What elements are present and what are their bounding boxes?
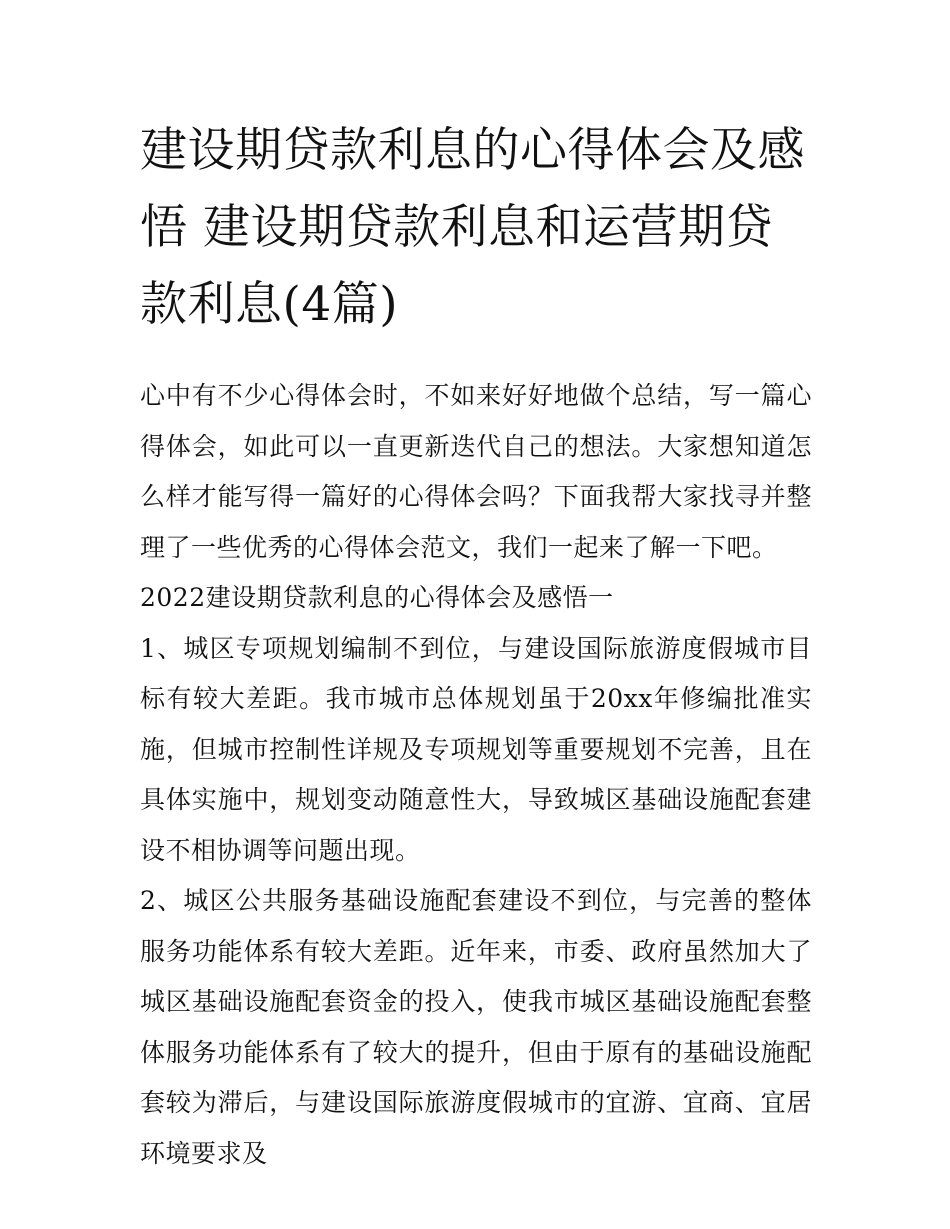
section-heading: 2022建设期贷款利息的心得体会及感悟一 [140,583,614,612]
document-body [140,371,812,1179]
document-title: 建设期贷款利息的心得体会及感悟 建设期贷款利息和运营期贷款利息(4篇) [140,123,805,332]
intro-paragraph: 心中有不少心得体会时，不如来好好地做个总结，写一篇心得体会，如此可以一直更新迭代自己的想法。大家想知道怎么样才能写得一篇好的心得体会吗？下面我帮大家找寻并整理了一些优秀的心得体会范文，我们一起来了解一下吧。 [140,381,812,562]
document-page [140,112,812,1179]
body-paragraph-1: 1、城区专项规划编制不到位，与建设国际旅游度假城市目标有较大差距。我市城市总体规划虽于20xx年修编批准实施，但城市控制性详规及专项规划等重要规划不完善，且在具体实施中，规划变动随意性大，导致城区基础设施配套建设不相协调等问题出现。 [140,633,812,865]
body-paragraph-2: 2、城区公共服务基础设施配套建设不到位，与完善的整体服务功能体系有较大差距。近年来，市委、政府虽然加大了城区基础设施配套资金的投入，使我市城区基础设施配套整体服务功能体系有了较大的提升，但由于原有的基础设施配套较为滞后，与建设国际旅游度假城市的宜游、宜商、宜居环境要求及 [140,886,812,1168]
